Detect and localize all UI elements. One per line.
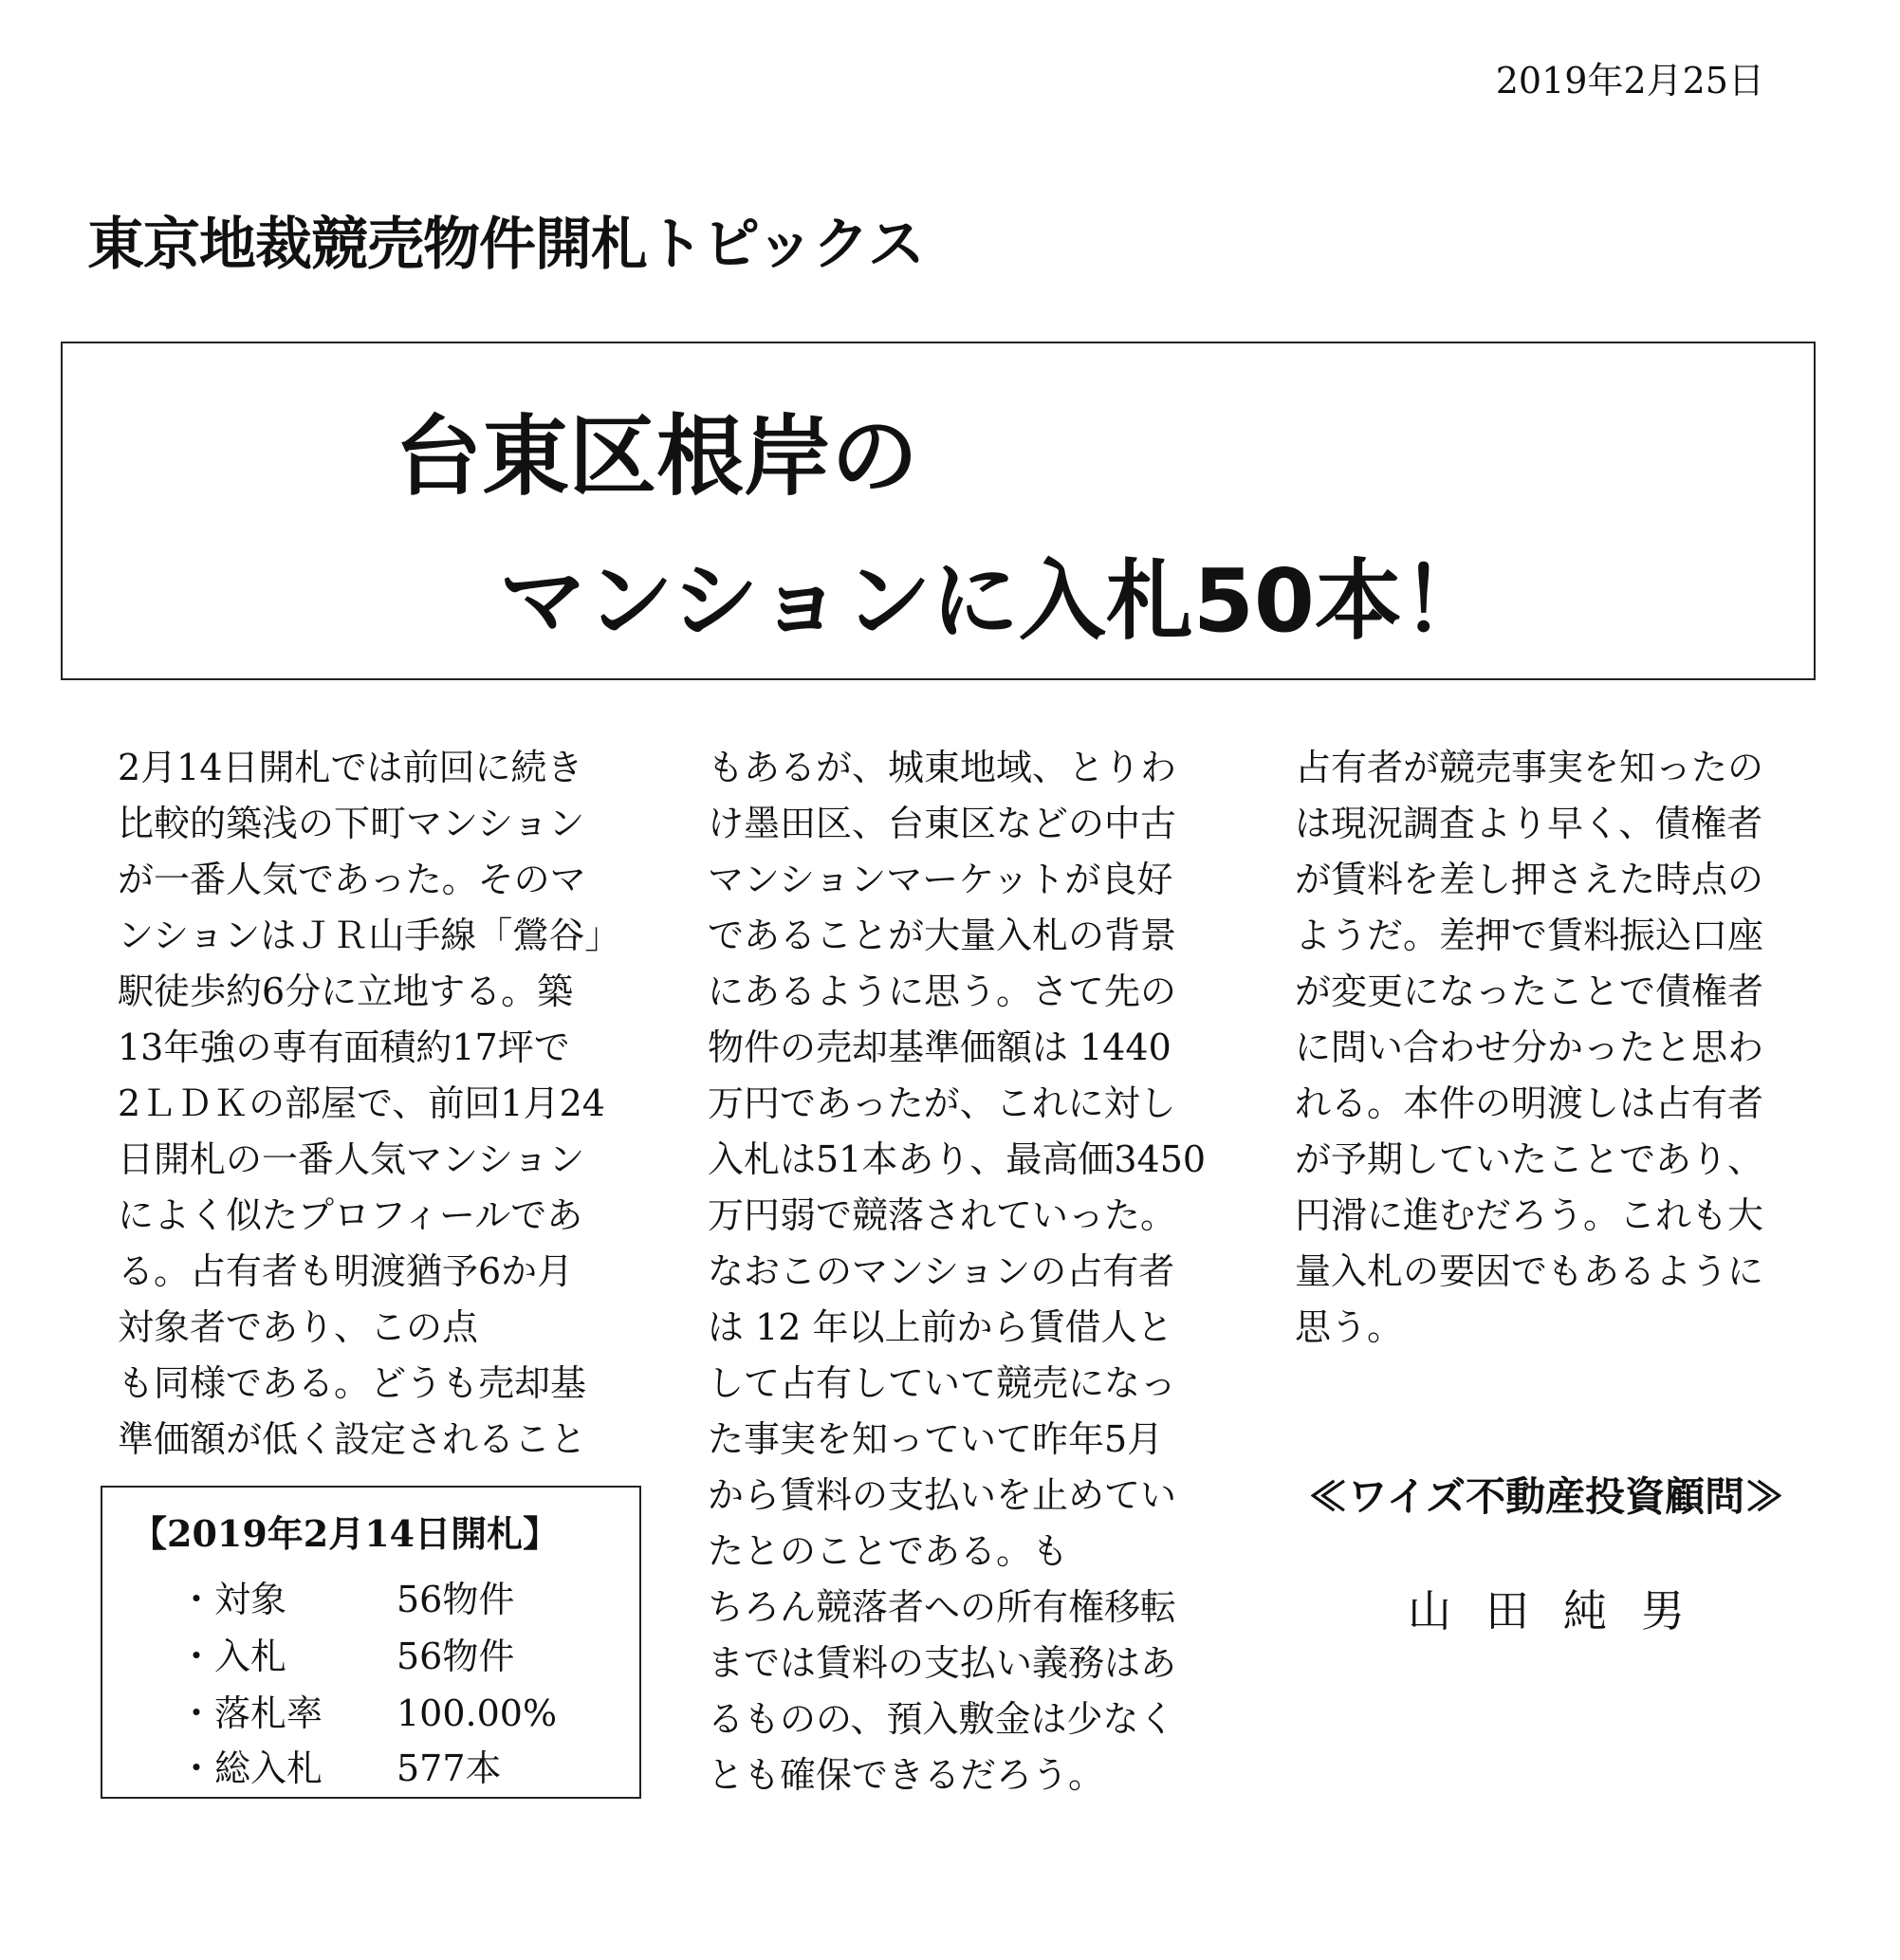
document-date: 2019年2月25日: [1495, 60, 1764, 102]
article-line: とも確保できるだろう。: [708, 1754, 1105, 1796]
article-line: から賃料の支払いを止めてい: [708, 1474, 1177, 1516]
summary-label: ・落札率: [178, 1692, 323, 1734]
article-line: マンションマーケットが良好: [708, 859, 1173, 900]
article-line: なおこのマンションの占有者: [708, 1250, 1175, 1292]
summary-value: 56物件: [397, 1579, 515, 1620]
article-line: 占有者が競売事実を知ったの: [1295, 747, 1764, 788]
article-line: 円滑に進むだろう。これも大: [1295, 1194, 1764, 1236]
article-column-3: [1295, 740, 1845, 1356]
summary-label: ・対象: [178, 1579, 287, 1620]
article-line: るものの、預入敷金は少なく: [708, 1698, 1175, 1740]
article-line: 2月14日開札では前回に続き: [118, 747, 583, 788]
article-line: が予期していたことであり、: [1295, 1138, 1764, 1180]
headline-line-1: 台東区根岸の: [395, 406, 919, 508]
article-line: け墨田区、台東区などの中古: [708, 803, 1177, 844]
article-line: は現況調査より早く、債権者: [1295, 803, 1763, 844]
auction-summary-box: [101, 1486, 641, 1799]
article-line: 量入札の要因でもあるように: [1295, 1250, 1764, 1292]
article-line: 比較的築浅の下町マンション: [118, 803, 585, 844]
article-line: 13年強の専有面積約17坪で: [118, 1026, 570, 1068]
article-line: ようだ。差押で賃料振込口座: [1295, 915, 1764, 956]
headline-line-2: マンションに入札50本！: [499, 550, 1489, 652]
article-line: によく似たプロフィールであ: [118, 1194, 583, 1236]
article-line: 思う。: [1295, 1306, 1404, 1348]
article-column-2: [708, 740, 1258, 1803]
summary-value: 577本: [397, 1747, 502, 1789]
article-line: 入札は51本あり、最高価3450: [708, 1138, 1207, 1180]
summary-value: 100.00%: [397, 1692, 558, 1734]
article-line: れる。本件の明渡しは占有者: [1295, 1082, 1764, 1124]
article-line: も同様である。どうも売却基: [118, 1362, 587, 1404]
article-column-1: [118, 740, 668, 1468]
article-line: が賃料を差し押さえた時点の: [1295, 859, 1764, 900]
headline-box: [61, 342, 1816, 680]
summary-label: ・入札: [178, 1636, 287, 1677]
article-line: たとのことである。も: [708, 1530, 1069, 1572]
article-line: 準価額が低く設定されること: [118, 1418, 587, 1460]
article-line: た事実を知っていて昨年5月: [708, 1418, 1164, 1460]
company-name: ≪ワイズ不動産投資顧問≫: [1307, 1473, 1785, 1520]
article-line: 万円であったが、これに対し: [708, 1082, 1176, 1124]
summary-row-success-rate: [178, 1685, 557, 1742]
article-line: もあるが、城東地域、とりわ: [708, 747, 1177, 788]
summary-row-total-bids: [178, 1740, 502, 1797]
summary-row-target: [178, 1571, 514, 1628]
article-line: 対象者であり、この点: [118, 1306, 479, 1348]
author-name: 山田純男: [1408, 1585, 1719, 1636]
article-line: 駅徒歩約6分に立地する。築: [118, 971, 574, 1012]
article-line: ンションはＪＲ山手線「鶯谷」: [118, 915, 621, 956]
article-line: に問い合わせ分かったと思わ: [1295, 1026, 1764, 1068]
article-line: であることが大量入札の背景: [708, 915, 1177, 956]
article-line: にあるように思う。さて先の: [708, 971, 1177, 1012]
article-line: して占有していて競売になっ: [708, 1362, 1177, 1404]
article-line: る。占有者も明渡猶予6か月: [118, 1250, 574, 1292]
article-line: は 12 年以上前から賃借人と: [708, 1306, 1173, 1348]
article-line: 日開札の一番人気マンション: [118, 1138, 585, 1180]
article-line: ちろん競落者への所有権移転: [708, 1586, 1177, 1628]
article-line: が一番人気であった。そのマ: [118, 859, 586, 900]
article-line: が変更になったことで債権者: [1295, 971, 1764, 1012]
article-line: 物件の売却基準価額は 1440: [708, 1026, 1171, 1068]
summary-title: 【2019年2月14日開札】: [131, 1512, 560, 1555]
summary-row-bids: [178, 1628, 514, 1685]
article-line: までは賃料の支払い義務はあ: [708, 1642, 1177, 1684]
article-line: 万円弱で競落されていった。: [708, 1194, 1177, 1236]
summary-value: 56物件: [397, 1636, 515, 1677]
article-line: 2ＬＤＫの部屋で、前回1月24: [118, 1082, 605, 1124]
summary-label: ・総入札: [178, 1747, 323, 1789]
topic-title: 東京地裁競売物件開札トピックス: [87, 212, 924, 278]
